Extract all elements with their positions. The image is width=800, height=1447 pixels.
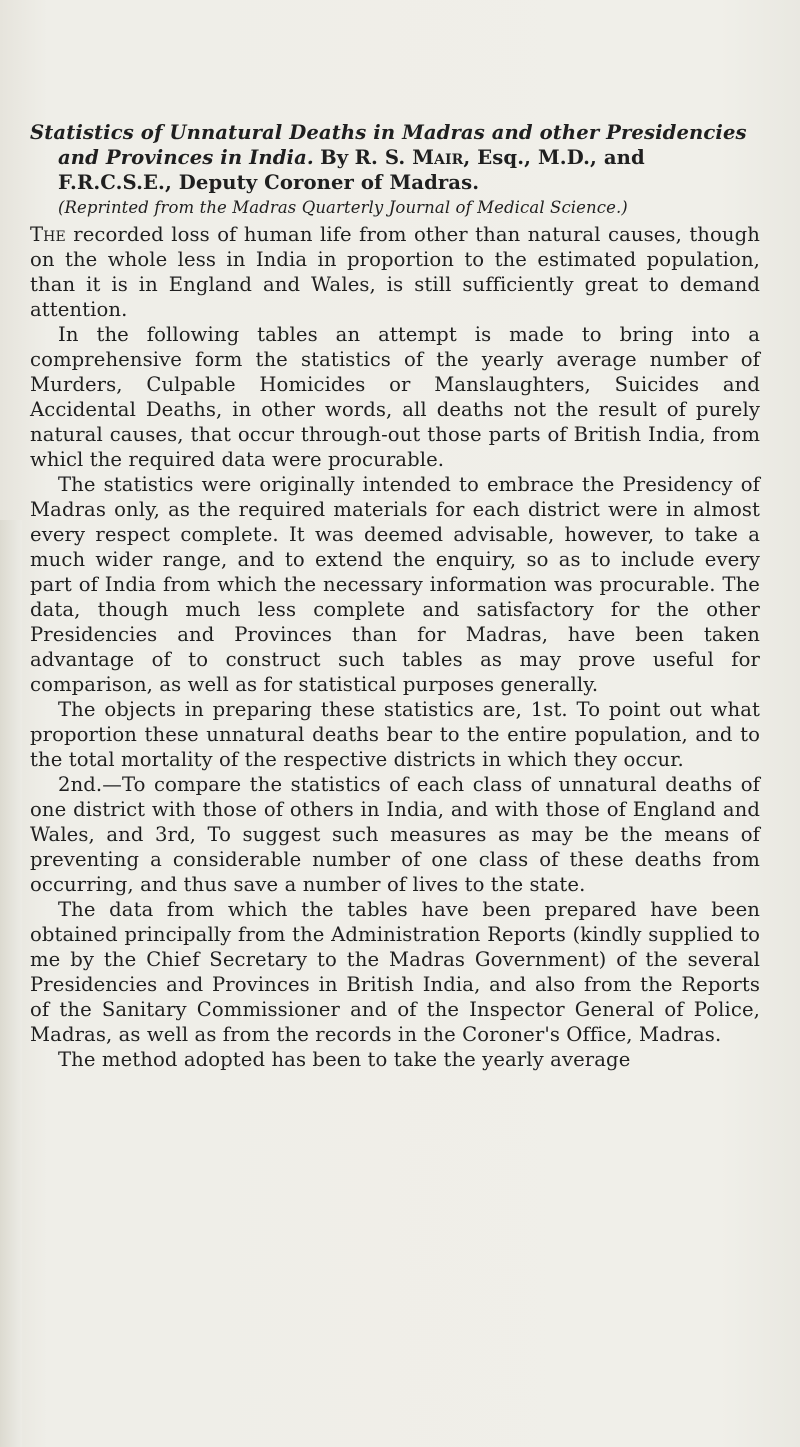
article-author: R. S. Mair: [354, 146, 464, 169]
reprint-note: (Reprinted from the Madras Quarterly Journal of Medical Science.): [58, 198, 628, 217]
page-gutter-shadow: [0, 520, 22, 1447]
article-title: Statistics of Unnatural Deaths in Madras and other Presidencies and Provinces in India.: [30, 121, 747, 169]
paragraph-4: The objects in preparing these statistics are, 1st. To point out what proportion these unnatural deaths bear to the entire population, and to the total mortality of the respective districts in which they occur.: [30, 698, 760, 771]
article-credentials: , Esq., M.D., and F.R.C.S.E., Deputy Coroner of Madras.: [58, 146, 645, 194]
paragraph-6: The data from which the tables have been prepared have been obtained principally from the Administration Reports (kindly supplied to me by the Chief Secretary to the Madras Government) of the several Presidencies and Provinces in British India, and also from the Reports of the Sanitary Commissioner and of the Inspector General of Police, Madras, as well as from the records in the Coroner's Office, Madras.: [30, 898, 760, 1046]
paragraph-2: In the following tables an attempt is made to bring into a comprehensive form the statistics of the yearly average number of Murders, Culpable Homicides or Manslaughters, Suicides and Accidental Deaths, in other words, all deaths not the result of purely natural causes, that occur through-out those parts of British India, from whicl the required data were procurable.: [30, 323, 760, 471]
article-by: By: [320, 146, 349, 169]
article-body: [30, 120, 760, 1072]
first-word: The: [30, 223, 66, 246]
article-heading: [30, 120, 760, 195]
paragraph-1-text: recorded loss of human life from other than natural causes, though on the whole less in India in proportion to the estimated population, than it is in England and Wales, is still sufficiently great to demand attention.: [30, 223, 760, 321]
paragraph-3: The statistics were originally intended to embrace the Presidency of Madras only, as the required materials for each district were in almost every respect complete. It was deemed advisable, however, to take a much wider range, and to extend the enquiry, so as to include every part of India from which the necessary information was procurable. The data, though much less complete and satisfactory for the other Presidencies and Provinces than for Madras, have been taken advantage of to construct such tables as may prove useful for comparison, as well as for statistical purposes generally.: [30, 473, 760, 696]
paragraph-1: [30, 222, 760, 322]
paragraph-5: 2nd.—To compare the statistics of each class of unnatural deaths of one district with those of others in India, and with those of England and Wales, and 3rd, To suggest such measures as may be the means of preventing a considerable number of one class of these deaths from occurring, and thus save a number of lives to the state.: [30, 773, 760, 896]
paragraph-7: The method adopted has been to take the yearly average: [58, 1048, 631, 1071]
